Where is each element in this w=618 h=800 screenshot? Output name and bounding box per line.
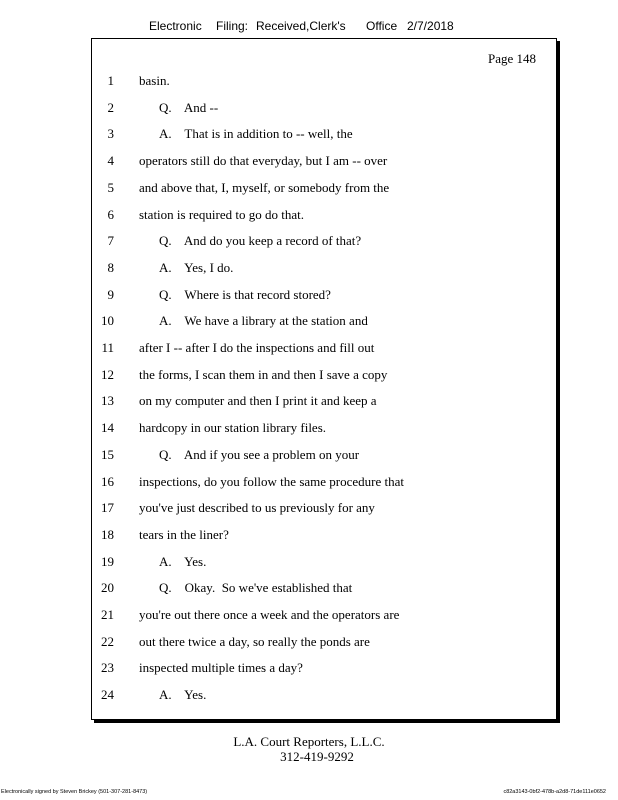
line-number: 10 — [101, 313, 114, 329]
transcript-line — [92, 580, 556, 600]
transcript-line — [92, 153, 556, 173]
line-text: the forms, I scan them in and then I save a copy — [139, 366, 388, 382]
line-text: you're out there once a week and the operators are — [139, 607, 400, 622]
transcript-line — [92, 126, 556, 146]
line-number: 9 — [107, 286, 114, 302]
transcript-line — [92, 233, 556, 253]
line-number: 23 — [101, 660, 114, 676]
line-number: 18 — [101, 526, 114, 542]
line-text: hardcopy in our station library files. — [139, 420, 327, 436]
line-text: out there twice a day, so really the ponds are — [139, 633, 370, 649]
line-number: 13 — [101, 393, 114, 409]
transcript-line — [92, 287, 556, 307]
line-number: 24 — [101, 687, 114, 703]
line-number: 17 — [101, 500, 114, 516]
transcript-line — [92, 180, 556, 200]
header-received: Received,Clerk's — [256, 19, 346, 33]
line-number: 22 — [101, 633, 114, 649]
transcript-line — [92, 634, 556, 654]
line-text: you've just described to us previously for any — [139, 500, 375, 516]
header-date: 2/7/2018 — [407, 19, 454, 33]
header-filing: Filing: — [216, 19, 249, 33]
line-number: 14 — [101, 420, 114, 436]
line-text: Q. And if you see a problem on your — [159, 446, 360, 462]
line-number: 6 — [107, 206, 114, 222]
transcript-line — [92, 340, 556, 360]
line-text: and above that, I, myself, or somebody from the — [139, 179, 390, 195]
signature-right: c82a3143-0bf2-478b-a2d8-71de111e0652 — [503, 789, 606, 795]
transcript-line — [92, 100, 556, 120]
line-number: 8 — [107, 259, 114, 275]
line-text: Q. Okay. So we've established that — [159, 580, 353, 596]
transcript-line — [92, 447, 556, 467]
line-text: Q. And -- — [159, 99, 219, 115]
line-text: on my computer and then I print it and keep a — [139, 393, 377, 409]
transcript-line — [92, 660, 556, 680]
transcript-line — [92, 207, 556, 227]
transcript-line — [92, 393, 556, 413]
transcript-line — [92, 687, 556, 707]
transcript-page — [91, 38, 557, 720]
line-text: after I -- after I do the inspections and fill out — [139, 340, 375, 355]
line-number: 12 — [101, 366, 114, 382]
line-number: 16 — [101, 473, 114, 489]
transcript-line — [92, 554, 556, 574]
line-number: 7 — [107, 233, 114, 249]
line-text: operators still do that everyday, but I am -- over — [139, 153, 388, 169]
line-number: 11 — [101, 340, 114, 355]
transcript-line — [92, 260, 556, 280]
line-number: 21 — [101, 607, 114, 622]
header-office: Office — [366, 19, 398, 33]
line-number: 5 — [107, 179, 114, 195]
line-number: 20 — [101, 580, 114, 596]
line-text: A. Yes, I do. — [159, 259, 234, 275]
line-text: inspected multiple times a day? — [139, 660, 303, 676]
line-text: A. We have a library at the station and — [159, 313, 368, 329]
transcript-line — [92, 313, 556, 333]
line-text: station is required to go do that. — [139, 206, 305, 222]
transcript-line — [92, 420, 556, 440]
line-text: A. Yes. — [159, 553, 207, 569]
line-text: basin. — [139, 73, 170, 88]
transcript-line — [92, 607, 556, 627]
line-text: tears in the liner? — [139, 526, 229, 542]
transcript-line — [92, 73, 556, 93]
page-number: Page 148 — [487, 51, 536, 66]
transcript-line — [92, 474, 556, 494]
line-number: 15 — [101, 446, 114, 462]
transcript-line — [92, 500, 556, 520]
header-electronic: Electronic — [149, 19, 202, 33]
line-number: 1 — [107, 73, 114, 88]
footer-company: L.A. Court Reporters, L.L.C. — [233, 734, 385, 749]
line-number: 3 — [107, 126, 114, 142]
line-text: Q. Where is that record stored? — [159, 286, 331, 302]
line-number: 19 — [101, 553, 114, 569]
signature-left: Electronically signed by Steven Brickey (501-307-281-8473) — [1, 789, 148, 795]
line-text: A. Yes. — [159, 687, 207, 703]
line-number: 4 — [107, 153, 114, 169]
transcript-line — [92, 527, 556, 547]
footer-phone: 312-419-9292 — [280, 749, 354, 764]
filing-header — [0, 19, 618, 37]
line-number: 2 — [107, 99, 114, 115]
line-text: A. That is in addition to -- well, the — [159, 126, 353, 142]
transcript-line — [92, 367, 556, 387]
line-text: Q. And do you keep a record of that? — [159, 233, 362, 249]
line-text: inspections, do you follow the same procedure that — [139, 473, 404, 489]
